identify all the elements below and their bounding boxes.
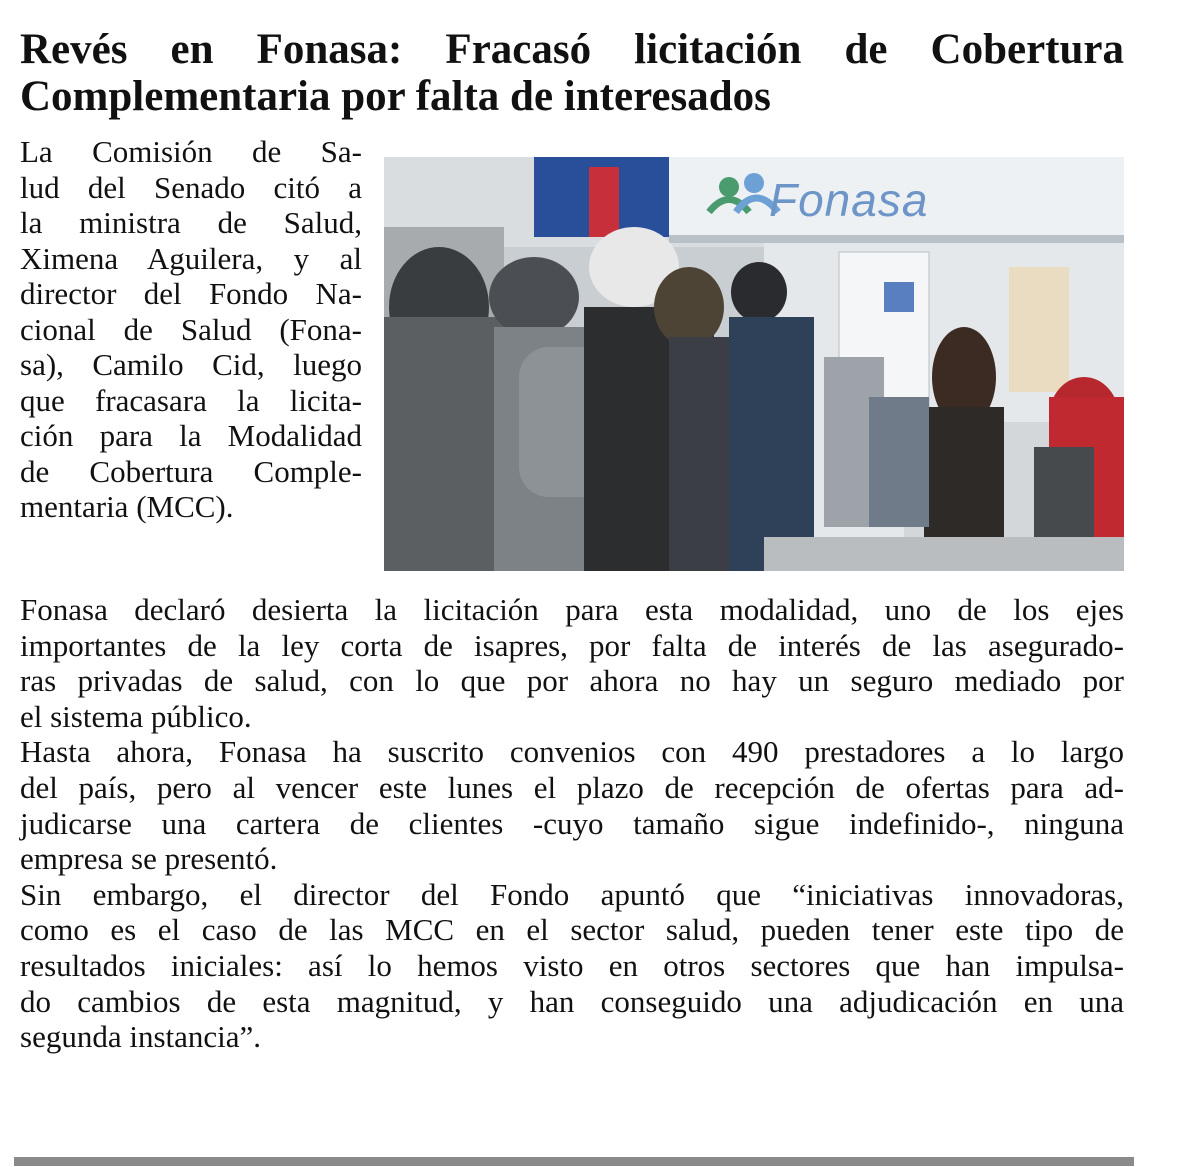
lead-line: mentaria (MCC).: [20, 489, 234, 524]
bottom-rule: [14, 1157, 1134, 1166]
body-line: Hasta ahora, Fonasa ha suscrito convenios con 490 prestadores a lo largo: [20, 734, 1124, 770]
lead-line: La Comisión de Sa-: [20, 134, 362, 169]
photo-scene: [384, 157, 1124, 571]
body-line: do cambios de esta magnitud, y han conseguido una adjudicación en una: [20, 983, 1124, 1019]
headline: [20, 26, 1124, 120]
body-line: Fonasa declaró desierta la licitación para esta modalidad, uno de los ejes: [20, 592, 1124, 627]
body-line: segunda instancia”.: [20, 1019, 262, 1055]
lead-line: cional de Salud (Fona-: [20, 311, 362, 347]
body-line: resultados iniciales: así lo hemos visto en otros sectores que han impulsa-: [20, 947, 1124, 983]
lead-line: ción para la Modalidad: [20, 418, 362, 453]
lead-line: lud del Senado citó a: [20, 169, 362, 205]
lead-line: que fracasara la licita-: [20, 382, 362, 418]
lead-paragraph: [20, 134, 362, 525]
body-line: Sin embargo, el director del Fondo apuntó que “iniciativas innovadoras,: [20, 876, 1124, 912]
body-line: del país, pero al vencer este lunes el plazo de recepción de ofertas para ad-: [20, 769, 1124, 805]
news-photo: [384, 157, 1124, 571]
headline-line-2: Complementaria por falta de interesados: [20, 73, 771, 120]
lead-line: director del Fondo Na-: [20, 276, 362, 311]
lead-line: Ximena Aguilera, y al: [20, 240, 362, 276]
body-line: importantes de la ley corta de isapres, por falta de interés de las asegurado-: [20, 627, 1124, 663]
body-line: empresa se presentó.: [20, 841, 278, 877]
body-line: el sistema público.: [20, 698, 252, 734]
body-line: como es el caso de las MCC en el sector salud, pueden tener este tipo de: [20, 912, 1124, 948]
fonasa-sign-text: Fonasa: [769, 174, 929, 226]
lead-line: de Cobertura Comple-: [20, 453, 362, 489]
lead-line: sa), Camilo Cid, luego: [20, 347, 362, 382]
body-line: ras privadas de salud, con lo que por ahora no hay un seguro mediado por: [20, 663, 1124, 699]
body-line: judicarse una cartera de clientes -cuyo tamaño sigue indefinido-, ninguna: [20, 805, 1124, 841]
article-body: [20, 592, 1124, 1055]
headline-line-1: Revés en Fonasa: Fracasó licitación de Cobertura: [20, 26, 1124, 73]
lead-line: la ministra de Salud,: [20, 205, 362, 240]
